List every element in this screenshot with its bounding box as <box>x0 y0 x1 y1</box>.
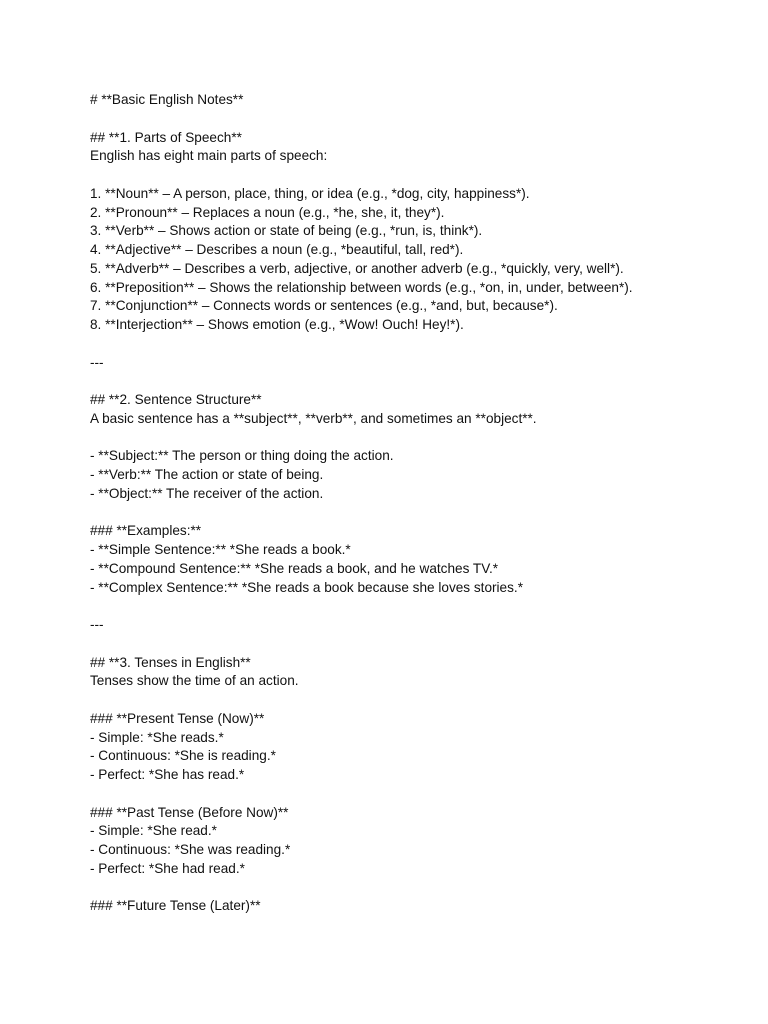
blank-line <box>90 635 750 654</box>
blank-line <box>90 166 750 185</box>
blank-line <box>90 110 750 129</box>
paragraph: Tenses show the time of an action. <box>90 673 299 689</box>
list-item-past-simple: - Simple: *She read.* <box>90 823 217 839</box>
list-item-past-perfect: - Perfect: *She had read.* <box>90 860 245 876</box>
horizontal-rule: --- <box>90 354 104 370</box>
list-item-simple-sentence: - **Simple Sentence:** *She reads a book.* <box>90 542 351 557</box>
list-item-interjection: 8. **Interjection** – Shows emotion (e.g., *Wow! Ouch! Hey!*). <box>90 317 464 332</box>
blank-line <box>90 504 750 523</box>
paragraph: English has eight main parts of speech: <box>90 148 328 164</box>
subsection-heading-present-tense: ### **Present Tense (Now)** <box>90 710 265 726</box>
doc-title: # **Basic English Notes** <box>90 92 244 107</box>
list-item-present-continuous: - Continuous: *She is reading.* <box>90 748 276 764</box>
blank-line <box>90 879 750 898</box>
list-item-noun: 1. **Noun** – A person, place, thing, or idea (e.g., *dog, city, happiness*). <box>90 185 530 201</box>
list-item-subject: - **Subject:** The person or thing doing the action. <box>90 448 394 464</box>
list-item-present-simple: - Simple: *She reads.* <box>90 729 224 745</box>
list-item-compound-sentence: - **Compound Sentence:** *She reads a book, and he watches TV.* <box>90 560 499 576</box>
blank-line <box>90 429 750 448</box>
section-heading-parts-of-speech: ## **1. Parts of Speech** <box>90 129 242 145</box>
list-item-past-continuous: - Continuous: *She was reading.* <box>90 842 291 857</box>
list-item-adjective: 4. **Adjective** – Describes a noun (e.g., *beautiful, tall, red*). <box>90 242 464 257</box>
list-item-verb: 3. **Verb** – Shows action or state of being (e.g., *run, is, think*). <box>90 223 483 239</box>
list-item-verb-def: - **Verb:** The action or state of being. <box>90 467 324 482</box>
document-page <box>90 91 750 916</box>
section-heading-tenses: ## **3. Tenses in English** <box>90 654 251 670</box>
section-heading-sentence-structure: ## **2. Sentence Structure** <box>90 392 262 407</box>
blank-line <box>90 785 750 804</box>
blank-line <box>90 691 750 710</box>
blank-line <box>90 597 750 616</box>
subsection-heading-future-tense: ### **Future Tense (Later)** <box>90 898 261 914</box>
subsection-heading-examples: ### **Examples:** <box>90 523 202 539</box>
horizontal-rule: --- <box>90 617 104 632</box>
list-item-pronoun: 2. **Pronoun** – Replaces a noun (e.g., *he, she, it, they*). <box>90 204 445 220</box>
list-item-complex-sentence: - **Complex Sentence:** *She reads a book because she loves stories.* <box>90 579 523 595</box>
list-item-adverb: 5. **Adverb** – Describes a verb, adjective, or another adverb (e.g., *quickly, very, well*). <box>90 260 624 276</box>
paragraph: A basic sentence has a **subject**, **verb**, and sometimes an **object**. <box>90 410 537 426</box>
list-item-conjunction: 7. **Conjunction** – Connects words or sentences (e.g., *and, but, because*). <box>90 298 558 314</box>
blank-line <box>90 372 750 391</box>
list-item-object: - **Object:** The receiver of the action. <box>90 485 324 501</box>
blank-line <box>90 335 750 354</box>
list-item-preposition: 6. **Preposition** – Shows the relationship between words (e.g., *on, in, under, between*). <box>90 279 633 295</box>
list-item-present-perfect: - Perfect: *She has read.* <box>90 767 245 782</box>
subsection-heading-past-tense: ### **Past Tense (Before Now)** <box>90 804 289 820</box>
